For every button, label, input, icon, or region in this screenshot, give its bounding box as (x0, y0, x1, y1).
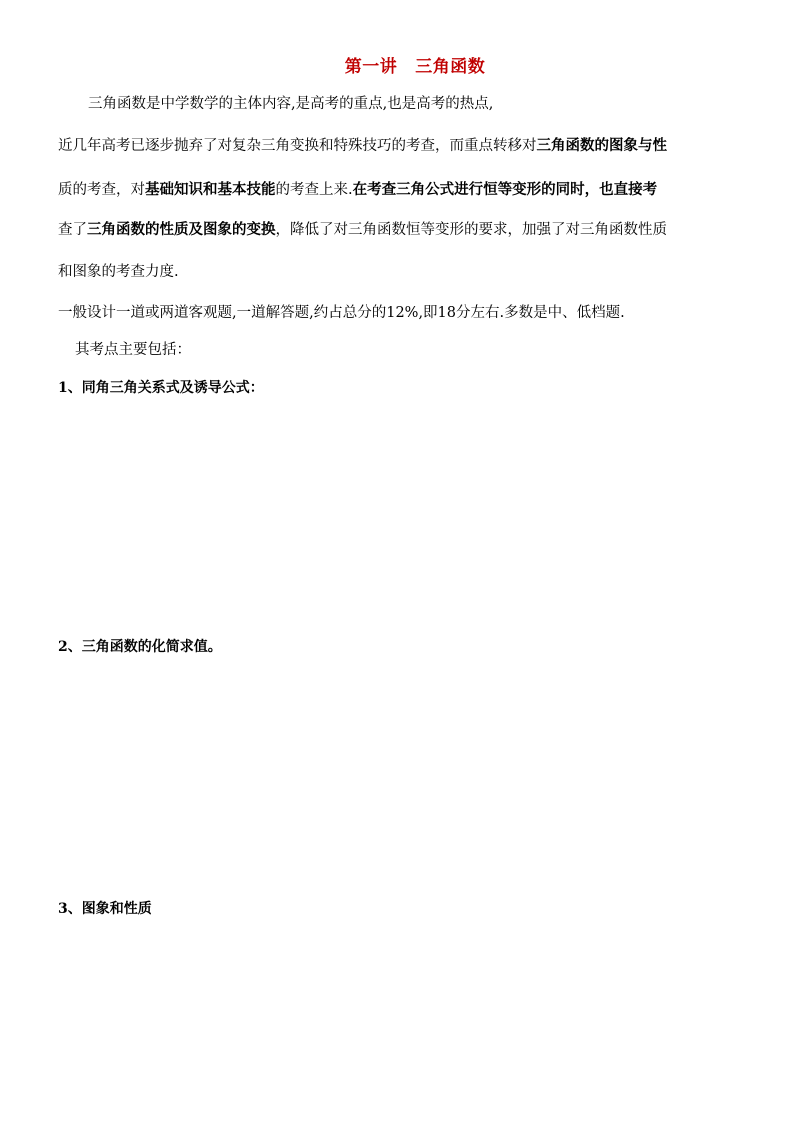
text-segment: ，降低了对三角函数恒等变形的要求，加强了对三角函数性质 (275, 222, 667, 238)
title-lecture-number: 第一讲 (344, 57, 398, 77)
intro-paragraph-line-2 (58, 136, 734, 156)
text-segment: 查了 (58, 222, 87, 238)
section-heading-3: 3、图象和性质 (58, 901, 152, 917)
text-segment: 的考查上来. (275, 182, 353, 198)
exam-format-paragraph: 一般设计一道或两道客观题,一道解答题,约占总分的12%,即18分左右.多数是中、低档题. (58, 305, 625, 321)
title-topic: 三角函数 (415, 57, 486, 77)
text-segment: 质的考查，对 (58, 182, 145, 198)
intro-paragraph-line-1: 三角函数是中学数学的主体内容,是高考的重点,也是高考的热点, (88, 96, 494, 112)
bold-segment: 基础知识和基本技能 (145, 181, 276, 198)
bold-segment: 在考查三角公式进行恒等变形的同时，也直接考 (352, 181, 658, 198)
page-title (0, 52, 794, 77)
intro-paragraph-line-4 (58, 220, 734, 240)
bold-segment: 三角函数的性质及图象的变换 (87, 221, 276, 238)
bold-segment: 三角函数的图象与性 (536, 137, 667, 154)
text-segment: 近几年高考已逐步抛弃了对复杂三角变换和特殊技巧的考查，而重点转移对 (58, 138, 537, 154)
intro-paragraph-line-3 (58, 180, 734, 200)
key-points-intro: 其考点主要包括： (75, 342, 191, 358)
section-heading-2: 2、三角函数的化简求值。 (58, 639, 222, 655)
section-heading-1: 1、同角三角关系式及诱导公式： (58, 380, 264, 396)
intro-paragraph-line-5: 和图象的考查力度. (58, 264, 179, 280)
